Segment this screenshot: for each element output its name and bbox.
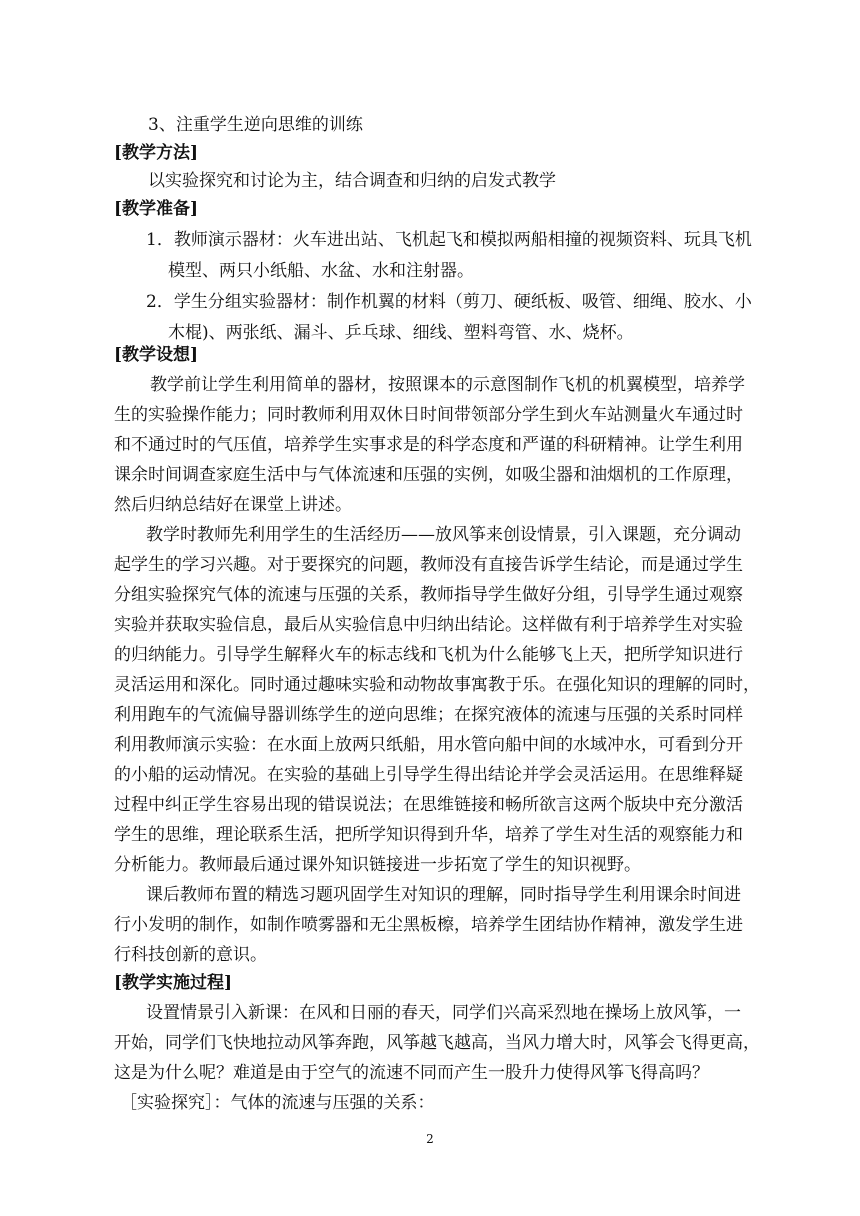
page-number: 2 xyxy=(426,1132,434,1146)
heading-teaching-preparation: [教学准备] xyxy=(114,199,199,219)
design-para2-line: 分析能力。教师最后通过课外知识链接进一步拓宽了学生的知识视野。 xyxy=(114,855,641,875)
design-para2-line: 过程中纠正学生容易出现的错误说法；在思维链接和畅所欲言这两个版块中充分激活 xyxy=(114,795,743,815)
process-para-line: 设置情景引入新课：在风和日丽的春天，同学们兴高采烈地在操场上放风筝，一 xyxy=(146,1003,741,1023)
preparation-item-1-line: 模型、两只小纸船、水盆、水和注射器。 xyxy=(168,261,474,281)
design-para1-line: 课余时间调查家庭生活中与气体流速和压强的实例，如吸尘器和油烟机的工作原理， xyxy=(114,465,743,485)
design-para2-line: 起学生的学习兴趣。对于要探究的问题，教师没有直接告诉学生结论，而是通过学生 xyxy=(114,555,743,575)
design-para2-line: 利用跑车的气流偏导器训练学生的逆向思维；在探究液体的流速与压强的关系时同样 xyxy=(114,705,743,725)
preparation-item-2-line: 木棍)、两张纸、漏斗、乒乓球、细线、塑料弯管、水、烧杯。 xyxy=(168,323,634,343)
design-para1-line: 生的实验操作能力；同时教师利用双休日时间带领部分学生到火车站测量火车通过时 xyxy=(114,405,743,425)
preparation-item-2-line: 2．学生分组实验器材：制作机翼的材料（剪刀、硬纸板、吸管、细绳、胶水、小 xyxy=(146,292,752,312)
heading-teaching-process: [教学实施过程] xyxy=(114,973,233,993)
design-para2-line: 利用教师演示实验：在水面上放两只纸船，用水管向船中间的水域冲水，可看到分开 xyxy=(114,735,743,755)
design-para2-line: 灵活运用和深化。同时通过趣味实验和动物故事寓教于乐。在强化知识的理解的同时， xyxy=(114,675,760,695)
design-para3-line: 课后教师布置的精选习题巩固学生对知识的理解，同时指导学生利用课余时间进 xyxy=(146,885,741,905)
design-para3-line: 行小发明的制作，如制作喷雾器和无尘黑板檫，培养学生团结协作精神，激发学生进 xyxy=(114,915,743,935)
design-para2-line: 实验并获取实验信息，最后从实验信息中归纳出结论。这样做有利于培养学生对实验 xyxy=(114,615,743,635)
process-para-line: 这是为什么呢？难道是由于空气的流速不同而产生一股升力使得风筝飞得高吗？ xyxy=(114,1063,709,1083)
heading-teaching-methods: [教学方法] xyxy=(114,143,199,163)
teaching-methods-text: 以实验探究和讨论为主，结合调查和归纳的启发式教学 xyxy=(148,171,556,191)
design-para2-line: 分组实验探究气体的流速与压强的关系，教师指导学生做好分组，引导学生通过观察 xyxy=(114,585,743,605)
experiment-inquiry-label: ［实验探究］：气体的流速与压强的关系： xyxy=(120,1093,435,1113)
objective-item-3: 3、注重学生逆向思维的训练 xyxy=(148,115,363,135)
preparation-item-1-line: 1．教师演示器材：火车进出站、飞机起飞和模拟两船相撞的视频资料、玩具飞机 xyxy=(146,230,752,250)
design-para1-line: 教学前让学生利用简单的器材，按照课本的示意图制作飞机的机翼模型，培养学 xyxy=(150,375,745,395)
design-para1-line: 和不通过时的气压值，培养学生实事求是的科学态度和严谨的科研精神。让学生利用 xyxy=(114,435,743,455)
design-para2-line: 教学时教师先利用学生的生活经历——放风筝来创设情景，引入课题，充分调动 xyxy=(146,525,741,545)
design-para2-line: 学生的思维，理论联系生活，把所学知识得到升华，培养了学生对生活的观察能力和 xyxy=(114,825,743,845)
design-para1-line: 然后归纳总结好在课堂上讲述。 xyxy=(114,495,352,515)
process-para-line: 开始，同学们飞快地拉动风筝奔跑，风筝越飞越高，当风力增大时，风筝会飞得更高， xyxy=(114,1033,760,1053)
design-para2-line: 的小船的运动情况。在实验的基础上引导学生得出结论并学会灵活运用。在思维释疑 xyxy=(114,765,743,785)
heading-teaching-design: [教学设想] xyxy=(114,345,199,365)
design-para2-line: 的归纳能力。引导学生解释火车的标志线和飞机为什么能够飞上天，把所学知识进行 xyxy=(114,645,743,665)
design-para3-line: 行科技创新的意识。 xyxy=(114,945,267,965)
